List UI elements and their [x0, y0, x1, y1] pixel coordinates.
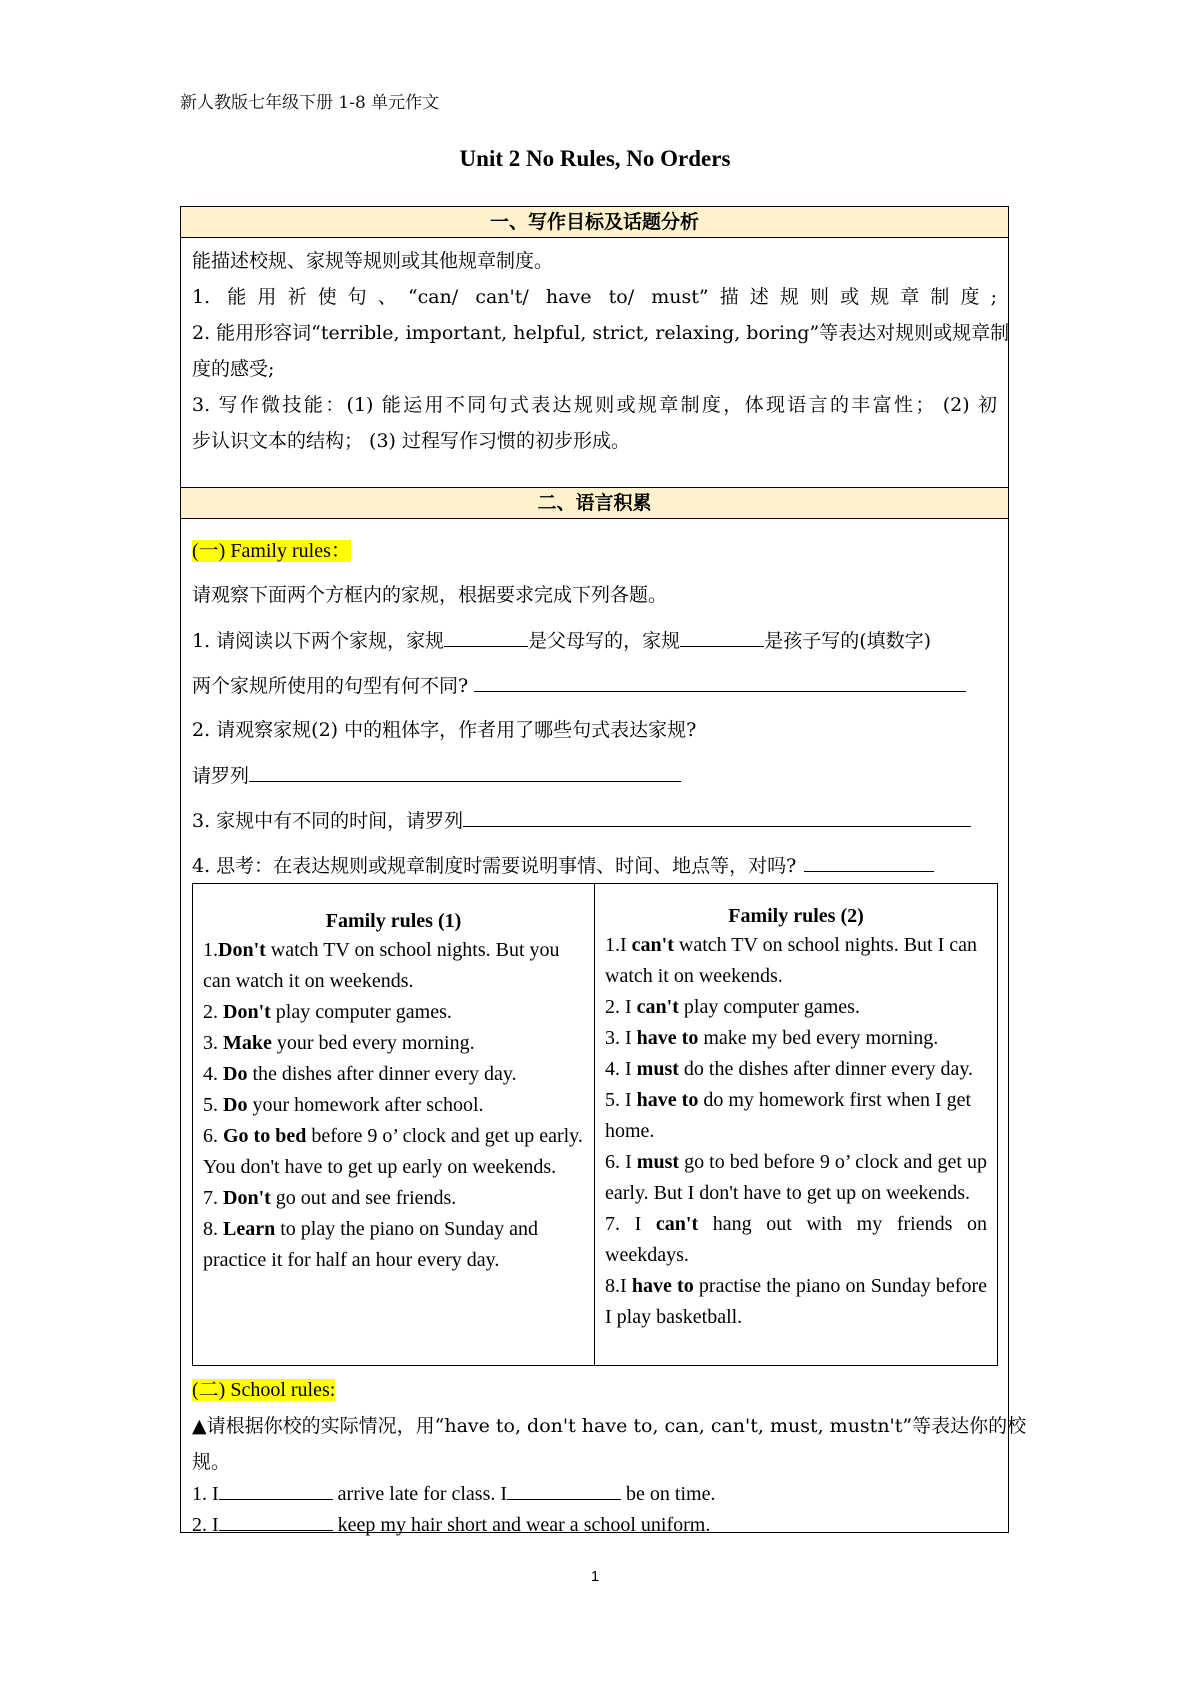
instruction-text: 请观察下面两个方框内的家规，根据要求完成下列各题。: [192, 584, 668, 606]
rule-text: to play the piano on Sunday and practice it for half an hour every day.: [203, 1218, 538, 1271]
question-2-list: [192, 763, 997, 788]
rule-keyword: can't: [636, 996, 679, 1018]
family-rules-1-title: Family rules (1): [325, 910, 462, 932]
rule-text: make my bed every morning.: [698, 1027, 939, 1049]
rule-keyword: Make: [223, 1032, 272, 1054]
question-3: [192, 808, 997, 833]
objective-line: 步认识文本的结构； (3) 过程写作习惯的初步形成。: [192, 430, 630, 452]
rule-number: 8.: [203, 1218, 223, 1240]
family-rules-heading: [192, 539, 997, 563]
section-1-heading: 一、写作目标及话题分析: [181, 206, 1008, 238]
sentence-text: arrive late for class. I: [332, 1483, 508, 1505]
school-instruction-cont: 规。: [192, 1451, 231, 1473]
school-sentence-1: [192, 1481, 997, 1506]
sentence-text: be on time.: [621, 1483, 716, 1505]
family-rules-table: [192, 883, 998, 1366]
question-3-text: 3. 家规中有不同的时间，请罗列: [192, 810, 464, 832]
sentence-text: 2. I: [192, 1514, 219, 1536]
rule-keyword: Do: [223, 1063, 248, 1085]
rule-text: play computer games.: [678, 996, 860, 1018]
rule-keyword: must: [636, 1058, 679, 1080]
worksheet-table: [180, 206, 1027, 1536]
rule-item: [203, 935, 584, 997]
rule-keyword: must: [636, 1151, 680, 1173]
header-note: 新人教版七年级下册 1-8 单元作文: [180, 93, 440, 113]
rule-keyword: have to: [636, 1027, 699, 1049]
rule-number: 2. I: [605, 996, 637, 1018]
rule-number: 5.: [203, 1094, 223, 1116]
rule-text: do the dishes after dinner every day.: [678, 1058, 974, 1080]
rule-number: 1.: [203, 939, 218, 961]
rule-item: [203, 1028, 584, 1059]
sentence-text: 1. I: [192, 1483, 219, 1505]
rule-keyword: Learn: [223, 1218, 276, 1240]
rule-number: 6. I: [605, 1151, 637, 1173]
objective-line: 1. 能用祈使句、“can/ can't/ have to/ must”描述规则或规章制度;: [192, 286, 997, 308]
answer-blank[interactable]: [249, 763, 681, 782]
rule-number: 7. I: [605, 1213, 656, 1235]
answer-blank[interactable]: [680, 628, 764, 647]
rule-number: 6.: [203, 1125, 223, 1147]
answer-blank[interactable]: [804, 853, 934, 872]
page-title: Unit 2 No Rules, No Orders: [459, 146, 731, 171]
rule-number: 8.I: [605, 1275, 632, 1297]
family-rules-1-column: [193, 884, 595, 1365]
rule-text: watch TV on school nights. But I can watch it on weekends.: [605, 934, 978, 987]
page-number: 1: [590, 1568, 600, 1585]
rule-item: [605, 1209, 987, 1271]
rule-item: [203, 1121, 584, 1183]
rule-keyword: Don't: [218, 939, 266, 961]
question-1-text: 是父母写的，家规: [528, 630, 681, 652]
answer-blank[interactable]: [444, 628, 528, 647]
rule-text: play computer games.: [270, 1001, 452, 1023]
rule-number: 4. I: [605, 1058, 637, 1080]
family-rules-1-list: [203, 935, 584, 1276]
answer-blank[interactable]: [507, 1481, 621, 1500]
answer-blank[interactable]: [219, 1481, 333, 1500]
rule-item: [605, 930, 987, 992]
rule-number: 4.: [203, 1063, 223, 1085]
family-rules-2-list: [605, 930, 987, 1333]
rule-text: your bed every morning.: [271, 1032, 475, 1054]
rule-number: 1.I: [605, 934, 632, 956]
rule-keyword: Do: [223, 1094, 248, 1116]
rule-keyword: Go to bed: [223, 1125, 307, 1147]
sentence-text: keep my hair short and wear a school uniform.: [332, 1514, 711, 1536]
rule-text: do my homework first when I get home.: [605, 1089, 972, 1142]
answer-blank[interactable]: [463, 808, 971, 827]
question-4: [192, 853, 997, 878]
rule-text: go out and see friends.: [270, 1187, 457, 1209]
question-1-followup-text: 两个家规所使用的句型有何不同?: [192, 675, 469, 697]
objective-line: 2. 能用形容词“terrible, important, helpful, strict, relaxing, boring”等表达对规则或规章制: [192, 322, 1010, 344]
family-rules-label: (一) Family rules：: [192, 540, 351, 562]
rule-keyword: Don't: [223, 1187, 271, 1209]
rule-keyword: have to: [636, 1089, 699, 1111]
rule-number: 7.: [203, 1187, 223, 1209]
section-2-heading: 二、语言积累: [181, 487, 1008, 519]
rule-text: hang out with my friends on weekdays.: [605, 1213, 987, 1266]
rule-number: 3. I: [605, 1027, 637, 1049]
rule-number: 5. I: [605, 1089, 637, 1111]
question-1-followup: [192, 673, 997, 698]
rule-item: [203, 997, 584, 1028]
rule-item: [605, 1054, 987, 1085]
rule-item: [605, 1085, 987, 1147]
rule-item: [203, 1183, 584, 1214]
rule-text: practise the piano on Sunday before I play basketball.: [605, 1275, 987, 1328]
question-1: [192, 628, 997, 653]
rule-text: your homework after school.: [247, 1094, 484, 1116]
school-rules-label: (二) School rules:: [192, 1379, 336, 1401]
objective-line: 能描述校规、家规等规则或其他规章制度。: [192, 250, 554, 272]
rule-number: 2.: [203, 1001, 223, 1023]
rule-keyword: have to: [631, 1275, 694, 1297]
rule-item: [605, 1147, 987, 1209]
rule-item: [203, 1090, 584, 1121]
rule-keyword: can't: [655, 1213, 699, 1235]
rule-keyword: can't: [631, 934, 674, 956]
question-2: 2. 请观察家规(2) 中的粗体字，作者用了哪些句式表达家规?: [192, 719, 697, 741]
objective-line: 3. 写作微技能：(1) 能运用不同句式表达规则或规章制度，体现语言的丰富性； (2) 初: [192, 394, 997, 416]
rule-item: [203, 1059, 584, 1090]
rule-item: [605, 992, 987, 1023]
rule-text: the dishes after dinner every day.: [247, 1063, 517, 1085]
answer-blank[interactable]: [474, 673, 966, 692]
rule-text: go to bed before 9 o’ clock and get up early. But I don't have to get up on weekends.: [605, 1151, 987, 1204]
family-rules-2-column: [595, 884, 997, 1365]
school-instruction: ▲请根据你校的实际情况，用“have to, don't have to, can, can't, must, mustn't”等表达你的校: [192, 1415, 1027, 1437]
rule-text: before 9 o’ clock and get up early. You don't have to get up early on weekends.: [203, 1125, 583, 1178]
answer-blank[interactable]: [219, 1512, 333, 1531]
rule-number: 3.: [203, 1032, 223, 1054]
question-1-text: 是孩子写的(填数字): [764, 630, 932, 652]
rule-keyword: Don't: [223, 1001, 271, 1023]
family-rules-2-title: Family rules (2): [728, 905, 864, 927]
question-2-list-text: 请罗列: [192, 765, 250, 787]
rule-item: [605, 1271, 987, 1333]
rule-item: [203, 1214, 584, 1276]
objective-line: 度的感受;: [192, 358, 275, 380]
school-sentence-2: [192, 1512, 997, 1537]
rule-item: [605, 1023, 987, 1054]
school-rules-heading: [192, 1378, 997, 1402]
rule-text: watch TV on school nights. But you can watch it on weekends.: [203, 939, 560, 992]
question-4-text: 4. 思考：在表达规则或规章制度时需要说明事情、时间、地点等，对吗?: [192, 855, 797, 877]
question-1-text: 1. 请阅读以下两个家规，家规: [192, 630, 445, 652]
